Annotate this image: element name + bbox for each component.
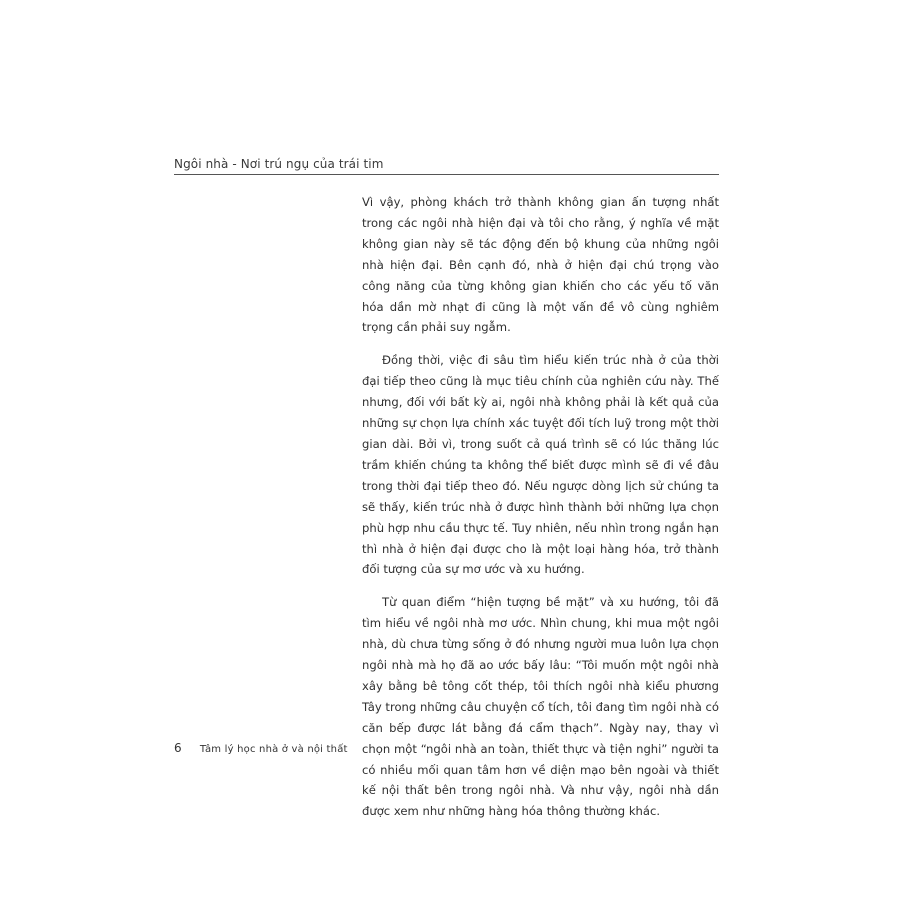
body-text bbox=[362, 192, 719, 834]
header-divider bbox=[174, 174, 719, 175]
paragraph: Vì vậy, phòng khách trở thành không gian ấn tượng nhất trong các ngôi nhà hiện đại và tôi cho rằng, ý nghĩa về mặt không gian này sẽ tác động đến bộ khung của những ngôi nhà hiện đại. Bên cạnh đó, nhà ở hiện đại chú trọng vào công năng của từng không gian khiến cho các yếu tố văn hóa dần mờ nhạt đi cũng là một vấn đề vô cùng nghiêm trọng cần phải suy ngẫm. bbox=[362, 195, 719, 335]
page-footer bbox=[174, 741, 348, 755]
page-number: 6 bbox=[174, 741, 182, 755]
paragraph: Đồng thời, việc đi sâu tìm hiểu kiến trúc nhà ở của thời đại tiếp theo cũng là mục tiêu chính của nghiên cứu này. Thế nhưng, đối với bất kỳ ai, ngôi nhà không phải là kết quả của những sự chọn lựa chính xác tuyệt đối tích luỹ trong một thời gian dài. Bởi vì, trong suốt cả quá trình sẽ có lúc thăng lúc trầm khiến chúng ta không thể biết được mình sẽ đi về đâu trong thời đại tiếp theo đó. Nếu ngược dòng lịch sử chúng ta sẽ thấy, kiến trúc nhà ở được hình thành bởi những lựa chọn phù hợp nhu cầu thực tế. Tuy nhiên, nếu nhìn trong ngắn hạn thì nhà ở hiện đại được cho là một loại hàng hóa, trở thành đối tượng của sự mơ ước và xu hướng. bbox=[362, 353, 719, 577]
book-title: Tâm lý học nhà ở và nội thất bbox=[199, 744, 348, 755]
running-header: Ngôi nhà - Nơi trú ngụ của trái tim bbox=[174, 157, 384, 171]
paragraph: Từ quan điểm “hiện tượng bề mặt” và xu hướng, tôi đã tìm hiểu về ngôi nhà mơ ước. Nhìn chung, khi mua một ngôi nhà, dù chưa từng sống ở đó nhưng người mua luôn lựa chọn ngôi nhà mà họ đã ao ước bấy lâu: “Tôi muốn một ngôi nhà xây bằng bê tông cốt thép, tôi thích ngôi nhà kiểu phương Tây trong những câu chuyện cổ tích, tôi đang tìm ngôi nhà có căn bếp được lát bằng đá cẩm thạch”. Ngày nay, thay vì chọn một “ngôi nhà an toàn, thiết thực và tiện nghi” người ta có nhiều mối quan tâm hơn về diện mạo bên ngoài và thiết kế nội thất bên trong ngôi nhà. Và như vậy, ngôi nhà dần được xem như những hàng hóa thông thường khác. bbox=[362, 595, 719, 819]
